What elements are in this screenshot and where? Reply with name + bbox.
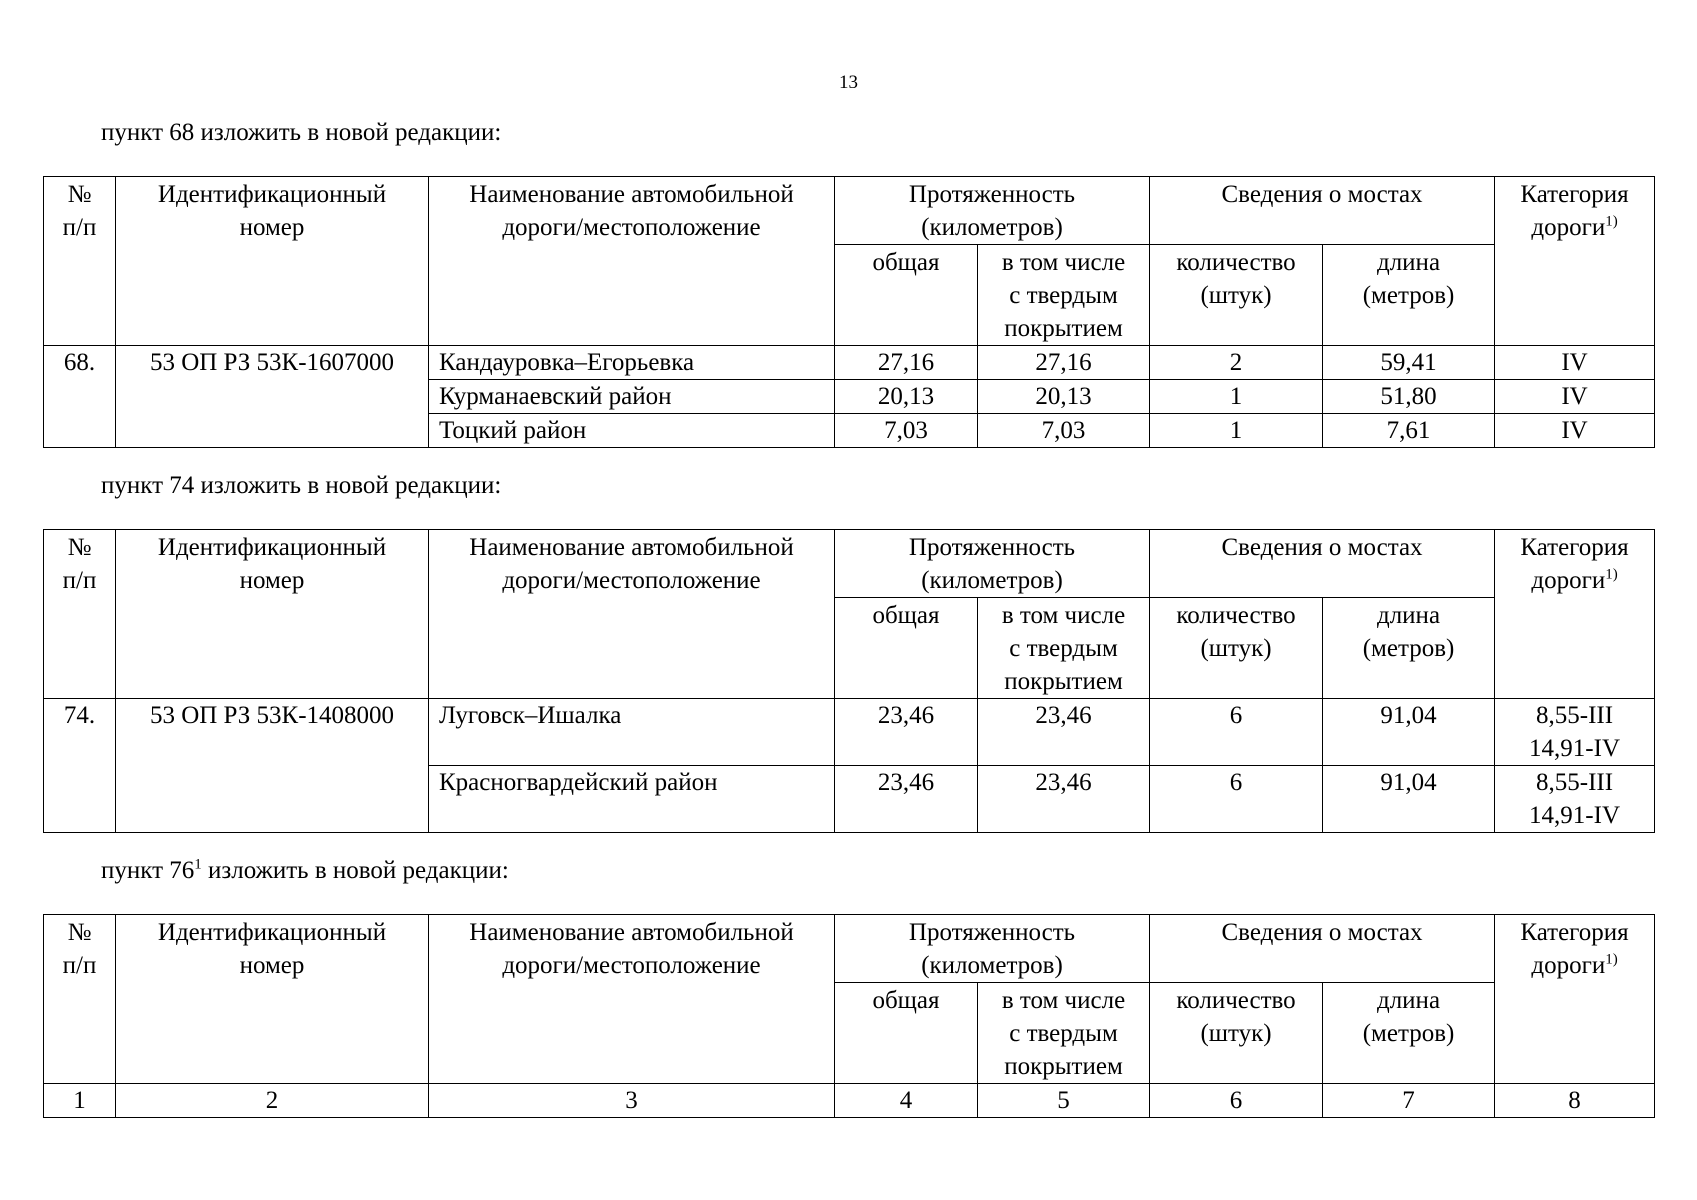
header-total: общая [835, 245, 978, 346]
header-category: Категория дороги$^{1)}$ [1495, 530, 1655, 699]
section-title-74: пункт 74 изложить в новой редакции: [101, 472, 502, 499]
column-number: 6 [1150, 1084, 1323, 1118]
road-name: Красногвардейский район [429, 766, 835, 833]
bridge-length: 7,61 [1323, 414, 1495, 448]
header-bridge-length: длина (метров) [1323, 983, 1495, 1084]
length-total: 23,46 [835, 699, 978, 766]
header-hard-surface: в том числе с твердым покрытием [978, 245, 1150, 346]
header-length: Протяженность (километров) [835, 915, 1150, 983]
bridge-qty: 1 [1150, 414, 1323, 448]
header-name: Наименование автомобильной дороги/местоположение [429, 177, 835, 346]
header-bridges: Сведения о мостах [1150, 177, 1495, 245]
column-number: 4 [835, 1084, 978, 1118]
road-id: 53 ОП РЗ 53К-1408000 [116, 699, 429, 833]
table-row [44, 699, 1655, 766]
header-id: Идентификационный номер [116, 915, 429, 1084]
length-hard: 23,46 [978, 766, 1150, 833]
road-category: IV [1495, 380, 1655, 414]
length-hard: 23,46 [978, 699, 1150, 766]
column-number-row [44, 1084, 1655, 1118]
header-bridge-qty: количество (штук) [1150, 983, 1323, 1084]
road-id: 53 ОП РЗ 53К-1607000 [116, 346, 429, 448]
length-hard: 7,03 [978, 414, 1150, 448]
header-bridges: Сведения о мостах [1150, 915, 1495, 983]
header-total: общая [835, 983, 978, 1084]
column-number: 2 [116, 1084, 429, 1118]
bridge-qty: 6 [1150, 766, 1323, 833]
header-name: Наименование автомобильной дороги/местоположение [429, 915, 835, 1084]
header-category: Категория дороги$^{1)}$ [1495, 177, 1655, 346]
header-hard-surface: в том числе с твердым покрытием [978, 983, 1150, 1084]
bridge-length: 51,80 [1323, 380, 1495, 414]
length-hard: 27,16 [978, 346, 1150, 380]
header-total: общая [835, 598, 978, 699]
header-bridge-qty: количество (штук) [1150, 245, 1323, 346]
header-category: Категория дороги$^{1)}$ [1495, 915, 1655, 1084]
length-total: 27,16 [835, 346, 978, 380]
header-length: Протяженность (километров) [835, 530, 1150, 598]
road-category: 8,55-III 14,91-IV [1495, 766, 1655, 833]
header-row [44, 530, 1655, 598]
road-category: IV [1495, 414, 1655, 448]
bridge-qty: 2 [1150, 346, 1323, 380]
header-number: № п/п [44, 177, 116, 346]
road-name: Кандауровка–Егорьевка [429, 346, 835, 380]
column-number: 3 [429, 1084, 835, 1118]
row-number: 74. [44, 699, 116, 833]
bridge-length: 91,04 [1323, 699, 1495, 766]
column-number: 8 [1495, 1084, 1655, 1118]
road-name: Тоцкий район [429, 414, 835, 448]
bridge-qty: 1 [1150, 380, 1323, 414]
bridge-length: 59,41 [1323, 346, 1495, 380]
length-total: 7,03 [835, 414, 978, 448]
header-id: Идентификационный номер [116, 177, 429, 346]
row-number: 68. [44, 346, 116, 448]
header-row [44, 177, 1655, 245]
header-number: № п/п [44, 530, 116, 699]
page-number: 13 [839, 72, 858, 93]
section-title-68: пункт 68 изложить в новой редакции: [101, 119, 502, 146]
column-number: 1 [44, 1084, 116, 1118]
table-row [44, 346, 1655, 380]
header-id: Идентификационный номер [116, 530, 429, 699]
header-hard-surface: в том числе с твердым покрытием [978, 598, 1150, 699]
column-number: 7 [1323, 1084, 1495, 1118]
header-row [44, 915, 1655, 983]
road-category: IV [1495, 346, 1655, 380]
header-bridge-length: длина (метров) [1323, 245, 1495, 346]
section-title-76-1: пункт $76^1$ изложить в новой редакции: [101, 856, 509, 884]
road-name: Курманаевский район [429, 380, 835, 414]
bridge-length: 91,04 [1323, 766, 1495, 833]
header-length: Протяженность (километров) [835, 177, 1150, 245]
header-name: Наименование автомобильной дороги/местоположение [429, 530, 835, 699]
header-number: № п/п [44, 915, 116, 1084]
road-table-76-1 [43, 914, 1655, 1118]
road-table-68 [43, 176, 1655, 448]
length-hard: 20,13 [978, 380, 1150, 414]
length-total: 23,46 [835, 766, 978, 833]
header-bridges: Сведения о мостах [1150, 530, 1495, 598]
header-bridge-qty: количество (штук) [1150, 598, 1323, 699]
header-bridge-length: длина (метров) [1323, 598, 1495, 699]
column-number: 5 [978, 1084, 1150, 1118]
road-name: Луговск–Ишалка [429, 699, 835, 766]
bridge-qty: 6 [1150, 699, 1323, 766]
road-table-74 [43, 529, 1655, 833]
road-category: 8,55-III 14,91-IV [1495, 699, 1655, 766]
length-total: 20,13 [835, 380, 978, 414]
